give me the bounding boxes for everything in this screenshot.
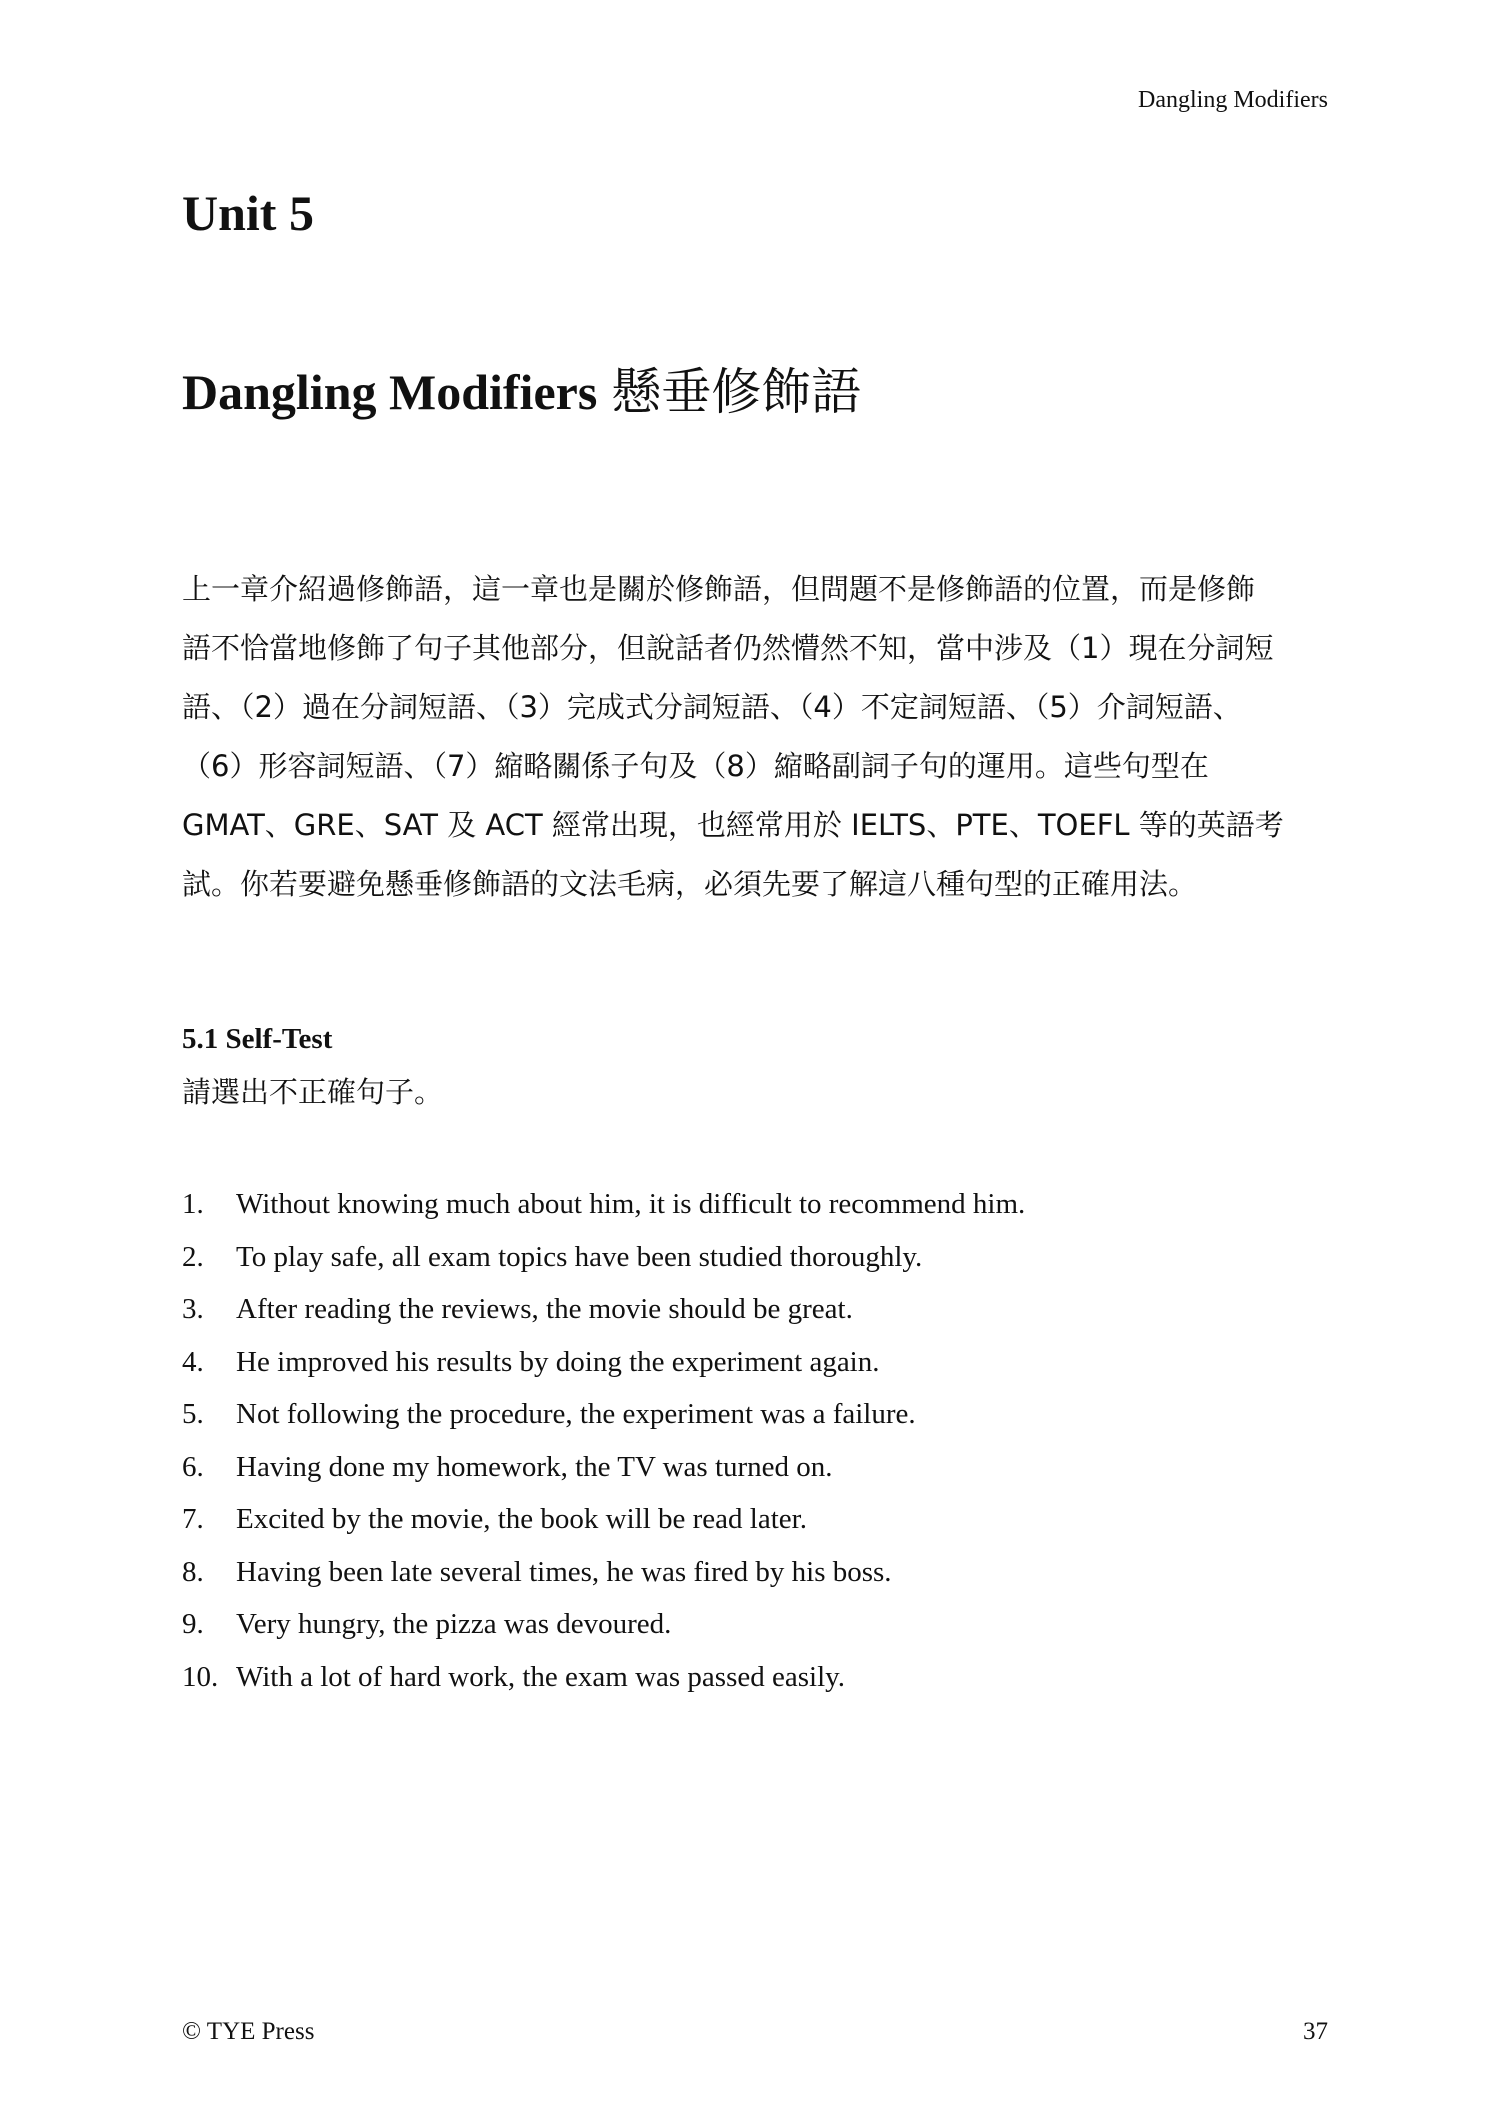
chapter-title-en: Dangling Modifiers: [182, 364, 598, 420]
footer-copyright: © TYE Press: [182, 2018, 315, 2045]
question-item: [182, 1346, 1025, 1399]
question-number: 9.: [182, 1608, 204, 1640]
question-text: Very hungry, the pizza was devoured.: [236, 1608, 672, 1640]
question-item: [182, 1398, 1025, 1451]
question-text: Excited by the movie, the book will be read later.: [236, 1503, 807, 1535]
unit-title: Unit 5: [182, 185, 314, 241]
question-item: [182, 1293, 1025, 1346]
intro-line: GMAT、GRE、SAT 及 ACT 經常出現，也經常用於 IELTS、PTE、TOEFL 等的英語考: [182, 808, 1284, 842]
question-text: With a lot of hard work, the exam was passed easily.: [236, 1660, 845, 1693]
running-header: Dangling Modifiers: [1138, 87, 1328, 113]
self-test-instruction: 請選出不正確句子。: [182, 1075, 444, 1109]
chapter-title: [182, 365, 861, 420]
question-text: After reading the reviews, the movie should be great.: [236, 1293, 853, 1325]
intro-line: 語、（2）過在分詞短語、（3）完成式分詞短語、（4）不定詞短語、（5）介詞短語、: [182, 690, 1242, 724]
intro-line: 上一章介紹過修飾語，這一章也是關於修飾語，但問題不是修飾語的位置，而是修飾: [182, 572, 1256, 606]
question-item: [182, 1241, 1025, 1294]
question-item: [182, 1451, 1025, 1504]
question-number: 7.: [182, 1503, 204, 1535]
question-text: Having been late several times, he was fired by his boss.: [236, 1555, 892, 1588]
question-item: [182, 1608, 1025, 1661]
question-item: [182, 1188, 1025, 1241]
intro-paragraph: [182, 560, 1352, 914]
question-item: [182, 1661, 1025, 1714]
question-text: He improved his results by doing the experiment again.: [236, 1345, 880, 1378]
question-number: 10.: [182, 1660, 219, 1693]
question-text: To play safe, all exam topics have been studied thoroughly.: [236, 1240, 923, 1273]
question-item: [182, 1503, 1025, 1556]
question-text: Having done my homework, the TV was turned on.: [236, 1450, 833, 1483]
question-number: 4.: [182, 1345, 204, 1378]
section-heading: 5.1 Self-Test: [182, 1023, 333, 1055]
question-text: Not following the procedure, the experiment was a failure.: [236, 1398, 916, 1430]
question-list: [182, 1188, 1025, 1713]
question-number: 2.: [182, 1240, 204, 1273]
question-text: Without knowing much about him, it is difficult to recommend him.: [236, 1188, 1026, 1220]
chapter-title-zh: 懸垂修飾語: [611, 363, 862, 421]
question-number: 8.: [182, 1555, 204, 1588]
page-number: 37: [1303, 2018, 1328, 2045]
intro-line: 語不恰當地修飾了句子其他部分，但說話者仍然懵然不知，當中涉及（1）現在分詞短: [182, 631, 1274, 665]
intro-line: 試。你若要避免懸垂修飾語的文法毛病，必須先要了解這八種句型的正確用法。: [182, 867, 1198, 901]
question-number: 3.: [182, 1293, 204, 1325]
question-item: [182, 1556, 1025, 1609]
question-number: 5.: [182, 1398, 204, 1430]
question-number: 6.: [182, 1450, 204, 1483]
intro-line: （6）形容詞短語、（7）縮略關係子句及（8）縮略副詞子句的運用。這些句型在: [182, 749, 1209, 783]
question-number: 1.: [182, 1188, 204, 1220]
